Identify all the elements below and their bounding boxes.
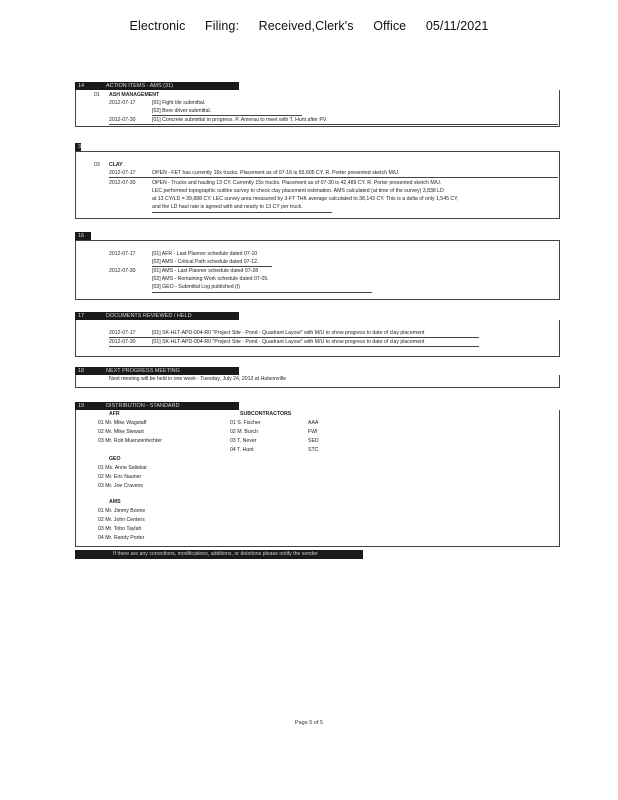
section-15-rule-2 [152, 212, 332, 213]
sub-code-1: AAA [308, 420, 319, 426]
section-16-date-3: 2012-07-30 [109, 268, 136, 274]
corrections-note-text: If there are any corrections, modifications, additions, or deletions please notify the sender [113, 551, 318, 557]
section-18-num: 18 [78, 368, 85, 374]
section-15-text-3: LEC performed topographic outline survey to check clay placement estimation. AMS calculated (at time of the survey) 3,838 LD [152, 188, 444, 194]
section-16-text-2: [02] AMS - Critical Path schedule dated 07-12. [152, 259, 259, 265]
page-number: Page 5 of 5 [294, 720, 324, 726]
section-17-date-2: 2012-07-30 [109, 339, 136, 345]
section-19-bar [75, 402, 239, 410]
section-16-rule-1 [152, 266, 272, 267]
section-16-rule-2 [152, 292, 372, 293]
section-17-rule-1 [109, 337, 479, 338]
ams-person-4: 04 Mr. Randy Porter [98, 535, 145, 541]
section-18-bar [75, 367, 239, 375]
sub-name-2: 02 M. Burch [230, 429, 258, 435]
section-14-bar [75, 82, 239, 90]
geo-person-3: 03 Mr. Joe Cravens [98, 483, 143, 489]
section-15-num: 3 [78, 144, 81, 150]
header-date: 05/11/2021 [425, 19, 489, 33]
section-14-title: ACTION ITEMS - AMS (31) [106, 83, 173, 89]
section-16-text-1: [01] AFR - Last Planner schedule dated 07-10 [152, 251, 258, 257]
sub-name-3: 03 T. Never [230, 438, 257, 444]
geo-label: GEO [109, 456, 121, 462]
section-14-date-1: 2012-07-17 [109, 100, 136, 106]
section-17-text-1: [01] SK-HLT-APD-004-R0 "Project Site - Pond - Quadrant Layout" with M/U to show progress to date of clay placement [152, 330, 425, 336]
section-14-num: 14 [78, 83, 85, 89]
section-16-text-4: [02] AMS - Remaining Work schedule dated 07-05. [152, 276, 269, 282]
header-received: Received,Clerk's [258, 19, 354, 33]
section-14-subtitle: ASH MANAGEMENT [109, 92, 160, 98]
section-19-title: DISTRIBUTION - STANDARD [106, 403, 180, 409]
section-15-text-4: at 13 CY/LD = 39,888 CY. LEC survey area measured by 3-FT THK average calculated to 38,143 CY. This is a delta of only 1,545 CY, [152, 196, 459, 202]
header-office: Office [373, 19, 407, 33]
section-16-date-1: 2012-07-17 [109, 251, 136, 257]
section-15-text-5: and the LD haul rate is agreed with and nearly to 13 CY per truck. [152, 204, 303, 210]
section-15-subnum: 03 [94, 162, 100, 168]
section-15-date-2: 2012-07-30 [109, 180, 136, 186]
section-19-num: 19 [78, 403, 85, 409]
section-16-num: 16 [78, 233, 85, 239]
subcontractors-label: SUBCONTRACTORS [240, 411, 292, 417]
ams-person-1: 01 Mr. Jimmy Boone [98, 508, 146, 514]
section-17-date-1: 2012-07-17 [109, 330, 136, 336]
header-electronic: Electronic [129, 19, 186, 33]
section-14-text-1: [01] Fight tile submittal. [152, 100, 206, 106]
afr-person-3: 03 Mr. Rob Muenzenfechter [98, 438, 163, 444]
section-17-title: DOCUMENTS REVIEWED / HELD [106, 313, 192, 319]
section-14-rule-1 [152, 115, 302, 116]
sub-name-4: 04 T. Hunt [230, 447, 254, 453]
section-17-num: 17 [78, 313, 85, 319]
section-17-rule-2 [109, 346, 479, 347]
corrections-note-bar [75, 550, 363, 559]
sub-code-3: SED [308, 438, 319, 444]
section-14-date-3: 2012-07-30 [109, 117, 136, 123]
section-15-text-1: OPEN - FET has currently 16x trucks. Placement as of 07-16 is 55,605 CY. R. Porter presented sketch M/U. [152, 170, 400, 176]
ams-person-3: 03 Mr. Tobo Taylah [98, 526, 142, 532]
ams-person-2: 02 Mr. John Centers [98, 517, 145, 523]
ams-label: AMS [109, 499, 121, 505]
section-16-box [75, 240, 560, 300]
section-15-subtitle: CLAY [109, 162, 123, 168]
section-15-rule-1 [109, 177, 558, 178]
section-15-bar [75, 143, 81, 151]
sub-name-1: 01 S. Fischer [230, 420, 261, 426]
section-17-bar [75, 312, 239, 320]
header-filing: Filing: [205, 19, 240, 33]
sub-code-2: FWI [308, 429, 318, 435]
afr-person-2: 02 Mr. Mike Stewart [98, 429, 144, 435]
section-15-text-2: OPEN - Trucks and hauling 13 CY. Currently 15x trucks. Placement as of 07-30 is 42,489 CY. R. Porter presented sketch M/U. [152, 180, 442, 186]
section-14-rule-2 [109, 124, 558, 125]
afr-person-1: 01 Mr. Mike Wagstaff [98, 420, 147, 426]
section-18-text: Next meeting will be held in one week - Tuesday, July 24, 2012 at Hutsonville [109, 376, 286, 382]
electronic-filing-header [0, 19, 618, 33]
section-14-text-2: [02] Bore driver submittal. [152, 108, 212, 114]
section-15-date-1: 2012-07-17 [109, 170, 136, 176]
section-16-bar [75, 232, 91, 240]
geo-person-1: 01 Ms. Anne Salisbat [98, 465, 147, 471]
section-16-text-5: [03] GEO - Submittal Log published (I) [152, 284, 240, 290]
afr-label: AFR [109, 411, 120, 417]
section-18-title: NEXT PROGRESS MEETING [106, 368, 180, 374]
sub-code-4: STC [308, 447, 319, 453]
section-17-text-2: [01] SK-HLT-APD-004-R0 "Project Site - Pond - Quadrant Layout" with M/U to show progress to date of clay placement [152, 339, 425, 345]
section-16-text-3: [01] AMS - Last Planner schedule dated 07-28 [152, 268, 259, 274]
section-14-text-3: [01] Concrete submittal in progress. P. Amerau to meet with T. Hunt after PV. [152, 117, 328, 123]
geo-person-2: 02 Mr. Eric Nauner [98, 474, 142, 480]
section-14-subnum: 01 [94, 92, 100, 98]
